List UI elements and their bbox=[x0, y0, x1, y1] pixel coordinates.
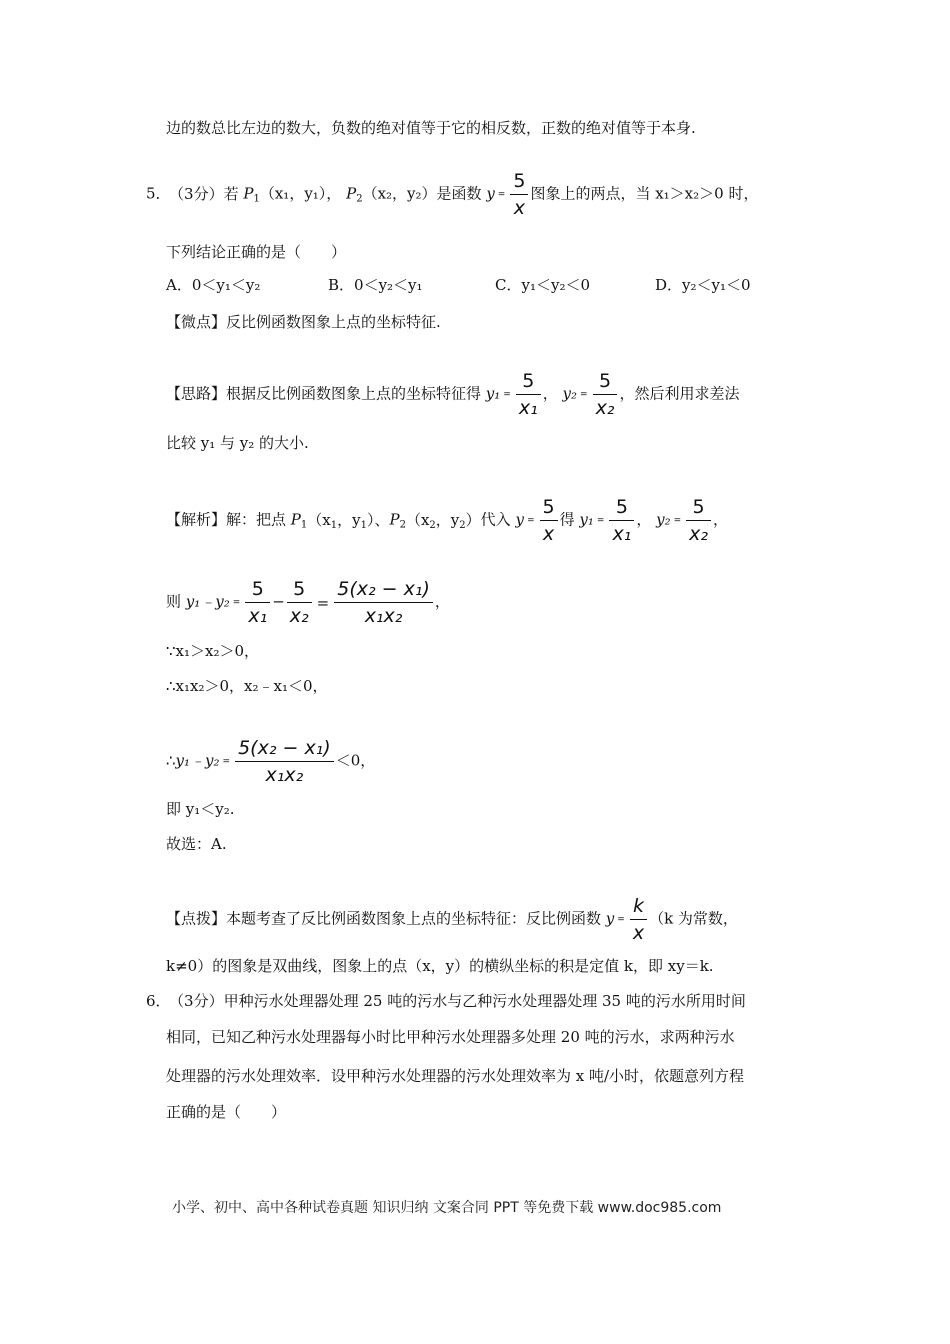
q5-p1: P bbox=[243, 184, 254, 203]
q5-eq: = bbox=[497, 189, 506, 200]
q5-fraction: $\frac{5}{x}$ bbox=[510, 168, 528, 221]
q5-answer: 故选：A. bbox=[166, 835, 227, 853]
q6-line4: 正确的是（ ） bbox=[166, 1103, 287, 1121]
q5-dianbo: 【点拨】本题考查了反比例函数图象上点的坐标特征：反比例函数 y = $\frac{k}{x}$ （k 为常数， bbox=[166, 895, 738, 944]
q5-condition: 图象上的两点，当 x₁＞x₂＞0 时， bbox=[530, 184, 759, 203]
dianbo-frac: $\frac{k}{x}$ bbox=[630, 893, 647, 946]
q6-line1: 6． （3分）甲种污水处理器处理 25 吨的污水与乙种污水处理器处理 35 吨的污水所用时间 bbox=[146, 992, 746, 1010]
ze-frac-1: $\frac{5}{\text{x₁}}$ bbox=[245, 576, 270, 629]
therefore-frac-big: $\frac{\text{5(x₂ − x₁)}}{\text{x₁x₂}}$ bbox=[235, 735, 334, 788]
q6-number: 6． bbox=[146, 992, 171, 1010]
option-a[interactable]: A．0＜y₁＜y₂ bbox=[166, 276, 261, 294]
jiexi-frac-x1: $\frac{5}{\text{x₁}}$ bbox=[609, 494, 634, 547]
q5-silu: 【思路】根据反比例函数图象上点的坐标特征得 y₁ = $\frac{5}{\text{x₁}}$ ， y₂ = $\frac{5}{\text{x₂}}$ ，然后利用求差法 bbox=[166, 370, 740, 419]
option-b[interactable]: B．0＜y₂＜y₁ bbox=[328, 276, 423, 294]
q5-therefore-1: ∴x₁x₂＞0，x₂﹣x₁＜0， bbox=[166, 677, 328, 695]
q5-score: （3分）若 bbox=[176, 184, 239, 203]
q5-ze-line: 则 y₁﹣y₂ = $\frac{5}{\text{x₁}}$ − $\frac{5}{\text{x₂}}$ = $\frac{\text{5(x₂ − x₁)}}{\text{x₁x₂}}$ ， bbox=[166, 578, 450, 627]
q5-options bbox=[166, 275, 751, 295]
ze-frac-2: $\frac{5}{\text{x₂}}$ bbox=[287, 576, 312, 629]
footer-text: 小学、初中、高中各种试卷真题 知识归纳 文案合同 PPT 等免费下载 www.doc985.com bbox=[172, 1200, 722, 1216]
q5-p1-args: （x₁，y₁）， bbox=[259, 184, 342, 203]
q5-weidian: 【微点】反比例函数图象上点的坐标特征. bbox=[166, 313, 441, 331]
option-d[interactable]: D．y₂＜y₁＜0 bbox=[655, 276, 751, 294]
q6-line2: 相同，已知乙种污水处理器每小时比甲种污水处理器多处理 20 吨的污水，求两种污水 bbox=[166, 1028, 735, 1046]
option-c[interactable]: C．y₁＜y₂＜0 bbox=[495, 276, 590, 294]
q5-therefore-2: ∴y₁﹣y₂ = $\frac{\text{5(x₂ − x₁)}}{\text{x₁x₂}}$ ＜0， bbox=[166, 737, 376, 786]
q5-because: ∵x₁＞x₂＞0， bbox=[166, 642, 260, 660]
intro-line: 边的数总比左边的数大，负数的绝对值等于它的相反数，正数的绝对值等于本身. bbox=[166, 119, 696, 137]
q5-stem-line1: 5． （3分）若 $P_1(x_1$，y₁）， $P_2(x_2$，y₂）是函数 y = $\frac{5}{x}$ 图象上的两点，当 x₁＞x₂＞0 时， bbox=[146, 170, 759, 219]
q5-stem-line2: 下列结论正确的是（ ） bbox=[166, 243, 347, 261]
ze-frac-big: $\frac{\text{5(x₂ − x₁)}}{\text{x₁x₂}}$ bbox=[334, 576, 433, 629]
q5-dianbo-line2: k≠0）的图象是双曲线，图象上的点（x，y）的横纵坐标的积是定值 k，即 xy＝k. bbox=[166, 957, 714, 975]
q6-line3: 处理器的污水处理效率．设甲种污水处理器的污水处理效率为 x 吨/小时，依题意列方程 bbox=[166, 1067, 745, 1085]
q5-conclusion: 即 y₁＜y₂. bbox=[166, 800, 235, 818]
q5-number: 5． bbox=[146, 184, 171, 203]
q5-func-y: y bbox=[486, 184, 495, 203]
q5-p2: P bbox=[346, 184, 357, 203]
jiexi-frac-x2: $\frac{5}{\text{x₂}}$ bbox=[686, 494, 711, 547]
q5-p2-args: （x₂，y₂）是函数 bbox=[362, 184, 482, 203]
q5-jiexi: 【解析】解：把点 $P_1(x_1$，$y_1$）、$P_2(x_2$，$y_2$）代入 y = $\frac{5}{x}$ 得 y₁ = $\frac{5}{\text{x₁}}$ ， y₂ = $\frac{5}{\text{x₂}}$ ， bbox=[166, 496, 729, 545]
silu-frac-2: $\frac{5}{\text{x₂}}$ bbox=[593, 368, 618, 421]
silu-frac-1: $\frac{5}{\text{x₁}}$ bbox=[516, 368, 541, 421]
q5-silu-line2: 比较 y₁ 与 y₂ 的大小. bbox=[166, 434, 309, 452]
jiexi-frac-x: $\frac{5}{x}$ bbox=[540, 494, 558, 547]
